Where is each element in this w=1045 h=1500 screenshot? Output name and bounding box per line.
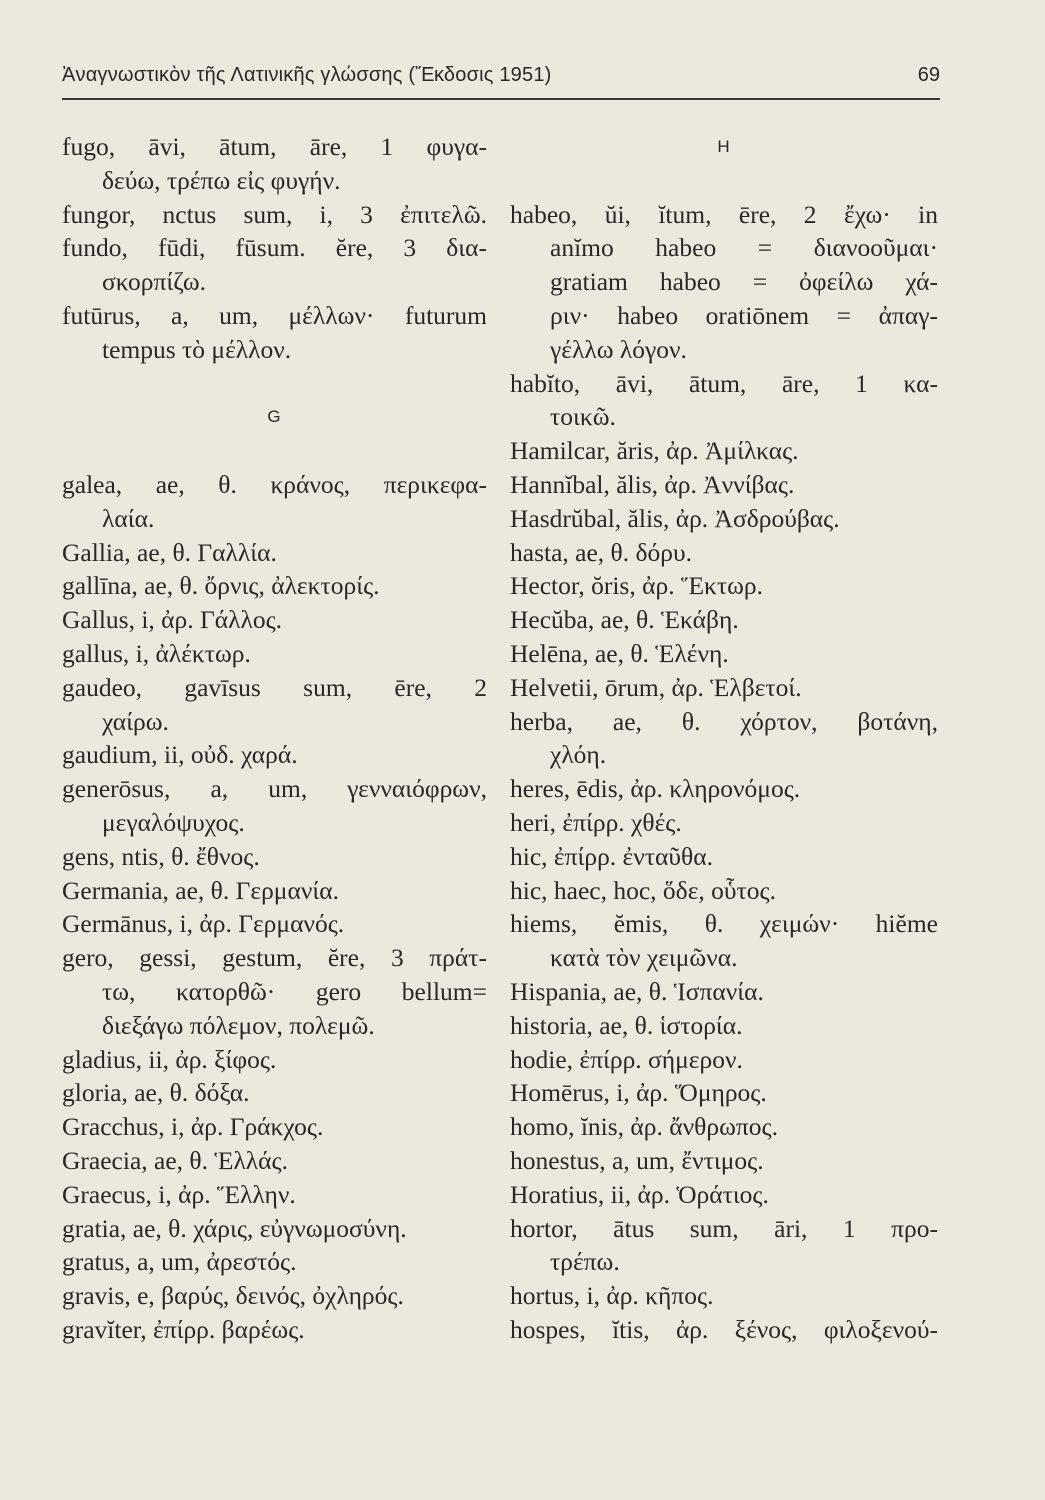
dictionary-entry-line: gero, gessi, gestum, ĕre, 3 πράτ-: [62, 943, 487, 973]
dictionary-entry-line: Hector, ŏris, ἀρ. Ἕκτωρ.: [510, 571, 763, 601]
dictionary-entry-line: gallus, i, ἀλέκτωρ.: [62, 638, 251, 668]
dictionary-entry-line: hic, haec, hoc, ὅδε, οὗτος.: [510, 875, 776, 905]
entry-continuation-line: κατὰ τὸν χειμῶνα.: [550, 943, 738, 973]
dictionary-entry-line: Hannĭbal, ălis, ἀρ. Ἀννίβας.: [510, 469, 795, 499]
section-heading: G: [267, 407, 282, 427]
section-heading: H: [717, 137, 731, 156]
dictionary-entry-line: fugo, āvi, ātum, āre, 1 φυγα-: [62, 132, 487, 161]
dictionary-entry-line: Helēna, ae, θ. Ἑλένη.: [510, 638, 729, 668]
header-title: Ἀναγνωστικὸν τῆς Λατινικῆς γλώσσης (Ἔκδοσις 1951): [62, 64, 552, 86]
left-column: [62, 130, 487, 1347]
dictionary-entry-line: gravĭter, ἐπίρρ. βαρέως.: [62, 1314, 305, 1344]
dictionary-entry-line: honestus, a, um, ἔντιμος.: [510, 1145, 764, 1175]
dictionary-entry-line: habeo, ŭi, ĭtum, ēre, 2 ἔχω· in: [510, 199, 938, 229]
dictionary-entry-line: hortor, ātus sum, āri, 1 προ-: [510, 1213, 938, 1243]
dictionary-entry-line: gloria, ae, θ. δόξα.: [62, 1078, 250, 1108]
dictionary-entry-line: habĭto, āvi, ātum, āre, 1 κα-: [510, 368, 938, 398]
page-number: 69: [917, 64, 940, 86]
entry-continuation-line: γέλλω λόγον.: [550, 334, 687, 364]
right-column: [510, 130, 938, 1347]
dictionary-entry-line: hodie, ἐπίρρ. σήμερον.: [510, 1044, 743, 1074]
dictionary-entry-line: Horatius, ii, ἀρ. Ὁράτιος.: [510, 1179, 769, 1209]
dictionary-entry-line: herba, ae, θ. χόρτον, βοτάνη,: [510, 706, 938, 736]
dictionary-entry-line: gens, ntis, θ. ἔθνος.: [62, 841, 260, 871]
entry-continuation-line: τοικῶ.: [550, 402, 616, 432]
dictionary-entry-line: hasta, ae, θ. δόρυ.: [510, 537, 692, 567]
entry-continuation-line: χλόη.: [550, 740, 607, 770]
dictionary-entry-line: fungor, nctus sum, i, 3 ἐπιτελῶ.: [62, 199, 487, 229]
entry-continuation-line: μεγαλόψυχος.: [102, 807, 245, 837]
dictionary-entry-line: Hasdrŭbal, ălis, ἀρ. Ἀσδρούβας.: [510, 503, 840, 533]
entry-continuation-line: λαία.: [102, 503, 155, 533]
running-header: [62, 62, 940, 100]
dictionary-entry-line: hospes, ĭtis, ἀρ. ξένος, φιλοξενού-: [510, 1314, 938, 1344]
dictionary-entry-line: Hecŭba, ae, θ. Ἑκάβη.: [510, 605, 739, 635]
dictionary-entry-line: Hamilcar, ăris, ἀρ. Ἀμίλκας.: [510, 436, 799, 466]
entry-continuation-line: tempus τὸ μέλλον.: [102, 334, 292, 364]
dictionary-entry-line: gallīna, ae, θ. ὄρνις, ἀλεκτορίς.: [62, 571, 380, 601]
dictionary-entry-line: hic, ἐπίρρ. ἐνταῦθα.: [510, 841, 713, 871]
dictionary-entry-line: generōsus, a, um, γενναιόφρων,: [62, 774, 487, 804]
entry-continuation-line: δεύω, τρέπω εἰς φυγήν.: [102, 165, 341, 195]
dictionary-entry-line: heres, ēdis, ἀρ. κληρονόμος.: [510, 774, 801, 804]
dictionary-entry-line: gratia, ae, θ. χάρις, εὐγνωμοσύνη.: [62, 1213, 407, 1243]
dictionary-entry-line: Germania, ae, θ. Γερμανία.: [62, 875, 339, 905]
dictionary-entry-line: Gracchus, i, ἀρ. Γράκχος.: [62, 1112, 324, 1142]
dictionary-entry-line: gaudeo, gavīsus sum, ēre, 2: [62, 672, 487, 702]
dictionary-entry-line: Helvetii, ōrum, ἀρ. Ἑλβετοί.: [510, 672, 802, 702]
blank-line: [510, 164, 938, 198]
dictionary-entry-line: Graecus, i, ἀρ. Ἕλλην.: [62, 1179, 296, 1209]
entry-continuation-line: διεξάγω πόλεμον, πολεμῶ.: [102, 1010, 375, 1040]
dictionary-entry-line: gladius, ii, ἀρ. ξίφος.: [62, 1044, 277, 1074]
entry-continuation-line: χαίρω.: [102, 706, 169, 736]
blank-line: [62, 434, 487, 468]
dictionary-entry-line: historia, ae, θ. ἱστορία.: [510, 1010, 743, 1040]
dictionary-entry-line: hiems, ĕmis, θ. χειμών· hiĕme: [510, 909, 938, 939]
dictionary-entry-line: gravis, e, βαρύς, δεινός, ὀχληρός.: [62, 1281, 404, 1311]
entry-continuation-line: τω, κατορθῶ· gero bellum=: [102, 976, 487, 1006]
dictionary-entry-line: Graecia, ae, θ. Ἑλλάς.: [62, 1145, 289, 1175]
blank-line: [62, 367, 487, 401]
dictionary-entry-line: Hispania, ae, θ. Ἱσπανία.: [510, 976, 764, 1006]
entry-continuation-line: ριν· habeo oratiōnem = ἀπαγ-: [550, 300, 938, 330]
dictionary-entry-line: heri, ἐπίρρ. χθές.: [510, 807, 682, 837]
dictionary-entry-line: gratus, a, um, ἀρεστός.: [62, 1247, 297, 1277]
entry-continuation-line: gratiam habeo = ὀφείλω χά-: [550, 267, 938, 297]
dictionary-entry-line: homo, ĭnis, ἀρ. ἄνθρωπος.: [510, 1112, 778, 1142]
dictionary-entry-line: fundo, fūdi, fūsum. ĕre, 3 δια-: [62, 233, 487, 263]
dictionary-entry-line: Gallia, ae, θ. Γαλλία.: [62, 537, 277, 567]
entry-continuation-line: σκορπίζω.: [102, 267, 207, 297]
dictionary-entry-line: Germānus, i, ἀρ. Γερμανός.: [62, 909, 345, 939]
dictionary-entry-line: Homērus, i, ἀρ. Ὅμηρος.: [510, 1078, 767, 1108]
dictionary-entry-line: gaudium, ii, οὐδ. χαρά.: [62, 740, 298, 770]
dictionary-entry-line: futūrus, a, um, μέλλων· futurum: [62, 300, 487, 330]
entry-continuation-line: τρέπω.: [550, 1247, 620, 1277]
dictionary-entry-line: galea, ae, θ. κράνος, περικεφα-: [62, 469, 487, 499]
dictionary-entry-line: Gallus, i, ἀρ. Γάλλος.: [62, 605, 283, 635]
dictionary-entry-line: hortus, i, ἀρ. κῆπος.: [510, 1281, 714, 1311]
entry-continuation-line: anĭmo habeo = διανοοῦμαι·: [550, 233, 938, 263]
